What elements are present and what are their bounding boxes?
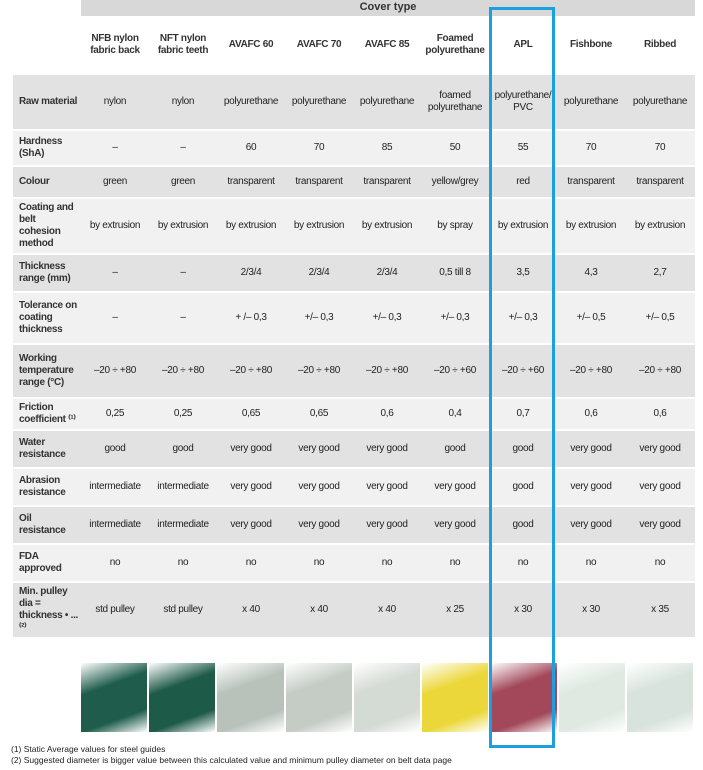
table-cell: no <box>285 544 353 582</box>
row-label: Working temperature range (°C) <box>13 344 81 398</box>
table-cell: 2/3/4 <box>217 254 285 292</box>
table-cell: very good <box>421 506 489 544</box>
table-cell: transparent <box>217 166 285 198</box>
table-cell: 85 <box>353 130 421 166</box>
belt-swatch <box>490 663 558 732</box>
table-cell: 0,65 <box>285 398 353 430</box>
table-cell: –20 ÷ +80 <box>149 344 217 398</box>
row-label: Hardness (ShA) <box>13 130 81 166</box>
cover-type-title: Cover type <box>81 0 695 16</box>
table-cell: +/– 0,5 <box>625 292 695 344</box>
table-cell: by extrusion <box>217 198 285 254</box>
table-cell: good <box>149 430 217 468</box>
table-cell: 4,3 <box>557 254 625 292</box>
table-cell: very good <box>217 506 285 544</box>
row-label: Tolerance on coating thickness <box>13 292 81 344</box>
table-cell: green <box>149 166 217 198</box>
table-cell: very good <box>557 506 625 544</box>
footnote: (2) Suggested diameter is bigger value between this calculated value and minimum pulley diameter on belt data page <box>11 755 452 765</box>
table-row <box>13 166 695 198</box>
row-label: Coating and belt cohesion method <box>13 198 81 254</box>
table-cell: very good <box>625 430 695 468</box>
table-cell: 0,7 <box>489 398 557 430</box>
table-row <box>13 74 695 130</box>
table-cell: very good <box>625 506 695 544</box>
table-cell: good <box>489 468 557 506</box>
table-cell: good <box>489 506 557 544</box>
table-cell: – <box>81 254 149 292</box>
belt-swatch <box>627 663 695 732</box>
belt-swatch <box>559 663 627 732</box>
table-cell: no <box>557 544 625 582</box>
cover-type-table <box>13 16 695 639</box>
table-cell: good <box>81 430 149 468</box>
table-cell: by extrusion <box>285 198 353 254</box>
table-cell: 0,25 <box>149 398 217 430</box>
table-cell: very good <box>353 468 421 506</box>
belt-swatch <box>354 663 422 732</box>
belt-swatch <box>81 663 149 732</box>
table-cell: +/– 0,3 <box>353 292 421 344</box>
table-cell: 0,6 <box>625 398 695 430</box>
table-cell: 70 <box>557 130 625 166</box>
table-cell: intermediate <box>81 506 149 544</box>
table-cell: polyurethane/ PVC <box>489 74 557 130</box>
table-cell: + /– 0,3 <box>217 292 285 344</box>
table-cell: no <box>625 544 695 582</box>
belt-swatch <box>422 663 490 732</box>
table-cell: +/– 0,3 <box>421 292 489 344</box>
table-cell: 70 <box>285 130 353 166</box>
header-empty <box>13 16 81 74</box>
belt-swatch <box>217 663 285 732</box>
table-cell: – <box>149 254 217 292</box>
table-cell: yellow/grey <box>421 166 489 198</box>
table-cell: polyurethane <box>285 74 353 130</box>
table-cell: 2/3/4 <box>285 254 353 292</box>
column-header: AVAFC 70 <box>285 16 353 74</box>
table-cell: very good <box>285 430 353 468</box>
table-cell: very good <box>285 468 353 506</box>
table-cell: by extrusion <box>625 198 695 254</box>
table-cell: very good <box>557 468 625 506</box>
table-cell: transparent <box>353 166 421 198</box>
table-row <box>13 254 695 292</box>
column-header: NFT nylon fabric teeth <box>149 16 217 74</box>
table-row <box>13 468 695 506</box>
table-cell: –20 ÷ +80 <box>285 344 353 398</box>
table-row <box>13 292 695 344</box>
table-cell: 0,25 <box>81 398 149 430</box>
table-cell: +/– 0,3 <box>489 292 557 344</box>
table-row <box>13 398 695 430</box>
belt-swatch <box>286 663 354 732</box>
table-cell: nylon <box>81 74 149 130</box>
table-cell: –20 ÷ +80 <box>217 344 285 398</box>
column-header: Ribbed <box>625 16 695 74</box>
table-cell: by extrusion <box>149 198 217 254</box>
row-label: Min. pulley dia = thickness • ... ⁽²⁾ <box>13 582 81 638</box>
table-cell: x 25 <box>421 582 489 638</box>
table-cell: x 40 <box>353 582 421 638</box>
table-cell: red <box>489 166 557 198</box>
table-row <box>13 544 695 582</box>
table-cell: no <box>217 544 285 582</box>
column-header: AVAFC 60 <box>217 16 285 74</box>
table-cell: –20 ÷ +80 <box>353 344 421 398</box>
table-row <box>13 344 695 398</box>
table-cell: 50 <box>421 130 489 166</box>
table-cell: good <box>489 430 557 468</box>
table-cell: –20 ÷ +80 <box>81 344 149 398</box>
column-header: Foamed polyurethane <box>421 16 489 74</box>
table-cell: foamed polyurethane <box>421 74 489 130</box>
table-cell: no <box>81 544 149 582</box>
row-label: Oil resistance <box>13 506 81 544</box>
table-cell: by extrusion <box>353 198 421 254</box>
table-cell: intermediate <box>81 468 149 506</box>
table-cell: nylon <box>149 74 217 130</box>
footnotes <box>11 744 452 766</box>
table-cell: by extrusion <box>557 198 625 254</box>
header-row <box>13 16 695 74</box>
column-header: Fishbone <box>557 16 625 74</box>
table-cell: –20 ÷ +60 <box>489 344 557 398</box>
footnote: (1) Static Average values for steel guides <box>11 744 166 754</box>
table-cell: very good <box>557 430 625 468</box>
table-cell: no <box>353 544 421 582</box>
table-cell: intermediate <box>149 468 217 506</box>
column-header: APL <box>489 16 557 74</box>
table-cell: very good <box>217 430 285 468</box>
table-cell: +/– 0,3 <box>285 292 353 344</box>
table-cell: no <box>149 544 217 582</box>
table-cell: 0,5 till 8 <box>421 254 489 292</box>
table-cell: –20 ÷ +80 <box>557 344 625 398</box>
table-row <box>13 506 695 544</box>
table-cell: – <box>149 292 217 344</box>
table-cell: 0,65 <box>217 398 285 430</box>
table-cell: very good <box>625 468 695 506</box>
row-label: Abrasion resistance <box>13 468 81 506</box>
table-cell: transparent <box>557 166 625 198</box>
table-cell: polyurethane <box>557 74 625 130</box>
table-cell: +/– 0,5 <box>557 292 625 344</box>
table-cell: polyurethane <box>353 74 421 130</box>
table-cell: –20 ÷ +80 <box>625 344 695 398</box>
table-cell: x 30 <box>489 582 557 638</box>
table-cell: transparent <box>625 166 695 198</box>
table-cell: x 40 <box>285 582 353 638</box>
table-cell: – <box>81 130 149 166</box>
table-cell: x 35 <box>625 582 695 638</box>
row-label: Thickness range (mm) <box>13 254 81 292</box>
table-cell: x 40 <box>217 582 285 638</box>
row-label: Raw material <box>13 74 81 130</box>
table-cell: 0,6 <box>353 398 421 430</box>
column-header: NFB nylon fabric back <box>81 16 149 74</box>
table-row <box>13 582 695 638</box>
table-cell: 2,7 <box>625 254 695 292</box>
row-label: Colour <box>13 166 81 198</box>
table-cell: transparent <box>285 166 353 198</box>
table-cell: very good <box>217 468 285 506</box>
table-cell: 70 <box>625 130 695 166</box>
table-cell: 0,6 <box>557 398 625 430</box>
table-cell: no <box>489 544 557 582</box>
column-header: AVAFC 85 <box>353 16 421 74</box>
table-cell: 0,4 <box>421 398 489 430</box>
table-cell: by extrusion <box>81 198 149 254</box>
belt-swatches <box>81 663 695 732</box>
belt-swatch <box>149 663 217 732</box>
table-cell: –20 ÷ +60 <box>421 344 489 398</box>
table-cell: polyurethane <box>625 74 695 130</box>
table-cell: very good <box>353 506 421 544</box>
table-cell: 60 <box>217 130 285 166</box>
row-label: Water resistance <box>13 430 81 468</box>
table-cell: intermediate <box>149 506 217 544</box>
row-label: Friction coefficient ⁽¹⁾ <box>13 398 81 430</box>
table-cell: x 30 <box>557 582 625 638</box>
table-cell: – <box>149 130 217 166</box>
table-cell: std pulley <box>81 582 149 638</box>
table-cell: no <box>421 544 489 582</box>
table-cell: 2/3/4 <box>353 254 421 292</box>
table-cell: very good <box>421 468 489 506</box>
table-row <box>13 198 695 254</box>
table-row <box>13 430 695 468</box>
table-cell: by extrusion <box>489 198 557 254</box>
table-cell: 3,5 <box>489 254 557 292</box>
table-cell: very good <box>353 430 421 468</box>
table-row <box>13 130 695 166</box>
table-cell: very good <box>285 506 353 544</box>
table-cell: – <box>81 292 149 344</box>
table-cell: by spray <box>421 198 489 254</box>
table-cell: std pulley <box>149 582 217 638</box>
table-cell: green <box>81 166 149 198</box>
table-cell: good <box>421 430 489 468</box>
table-cell: polyurethane <box>217 74 285 130</box>
row-label: FDA approved <box>13 544 81 582</box>
table-cell: 55 <box>489 130 557 166</box>
